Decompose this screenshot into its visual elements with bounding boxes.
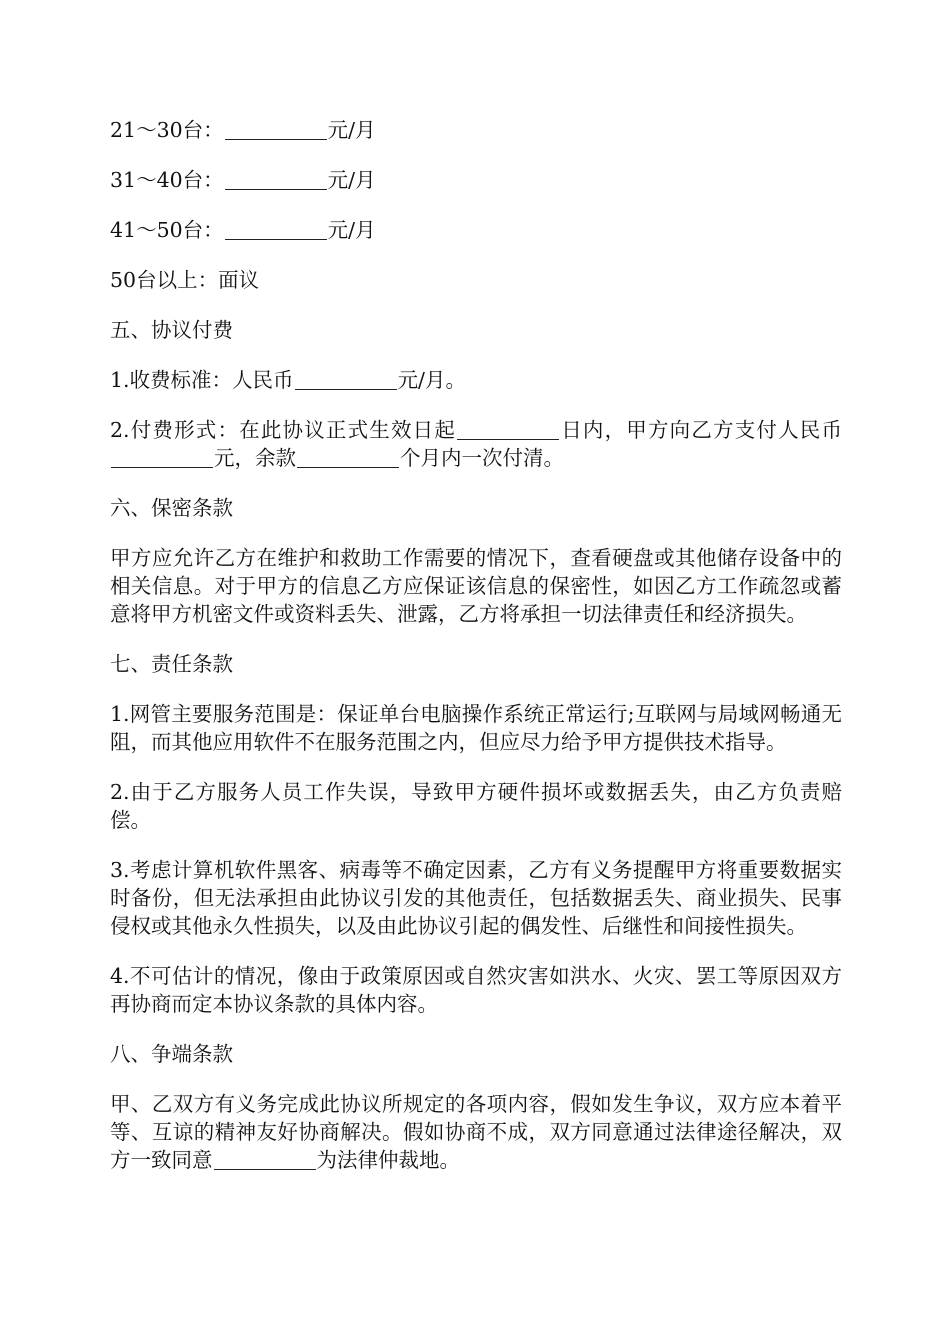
dispute-text-b: 为法律仲裁地。 bbox=[316, 1148, 460, 1172]
price-row-41-50 bbox=[110, 216, 842, 244]
price-row-unit: 元/月 bbox=[327, 118, 376, 142]
dispute-text-a: 甲、乙双方有义务完成此协议所规定的各项内容，假如发生争议，双方应本着平等、互谅的精神友好协商解决。假如协商不成，双方同意通过法律途径解决，双方一致同意 bbox=[110, 1092, 842, 1172]
section-5-heading: 五、协议付费 bbox=[110, 318, 233, 342]
liability-item-2: 2.由于乙方服务人员工作失误，导致甲方硬件损坏或数据丢失，由乙方负责赔偿。 bbox=[110, 780, 842, 832]
price-row-unit: 元/月 bbox=[327, 218, 376, 242]
fee-standard bbox=[110, 366, 842, 394]
payment-days-blank bbox=[457, 419, 559, 440]
section-7-heading: 七、责任条款 bbox=[110, 652, 233, 676]
payment-text-a: 2.付费形式：在此协议正式生效日起 bbox=[110, 418, 457, 442]
price-row-unit: 元/月 bbox=[327, 168, 376, 192]
price-row-21-30 bbox=[110, 116, 842, 144]
payment-text-d: 个月内一次付清。 bbox=[400, 446, 564, 470]
price-row-over-50: 50台以上：面议 bbox=[110, 268, 260, 292]
fee-standard-suffix: 元/月。 bbox=[397, 368, 466, 392]
section-6-heading: 六、保密条款 bbox=[110, 496, 233, 520]
document-body bbox=[110, 116, 842, 1196]
confidentiality-clause: 甲方应允许乙方在维护和救助工作需要的情况下，查看硬盘或其他储存设备中的相关信息。对于甲方的信息乙方应保证该信息的保密性，如因乙方工作疏忽或蓄意将甲方机密文件或资料丢失、泄露，乙方将承担一切法律责任和经济损失。 bbox=[110, 546, 842, 626]
section-8-heading: 八、争端条款 bbox=[110, 1042, 233, 1066]
liability-item-3: 3.考虑计算机软件黑客、病毒等不确定因素，乙方有义务提醒甲方将重要数据实时备份，但无法承担由此协议引发的其他责任，包括数据丢失、商业损失、民事侵权或其他永久性损失，以及由此协议引起的偶发性、后继性和间接性损失。 bbox=[110, 858, 842, 938]
payment-text-c: 元，余款 bbox=[214, 446, 296, 470]
price-row-label: 21～30台： bbox=[110, 118, 224, 142]
payment-form bbox=[110, 416, 842, 472]
liability-item-1: 1.网管主要服务范围是：保证单台电脑操作系统正常运行;互联网与局域网畅通无阻，而其他应用软件不在服务范围之内，但应尽力给予甲方提供技术指导。 bbox=[110, 702, 842, 754]
arbitration-place-blank bbox=[214, 1149, 316, 1170]
dispute-clause bbox=[110, 1090, 842, 1174]
price-row-label: 41～50台： bbox=[110, 218, 224, 242]
payment-text-b: 日内，甲方向乙方支付人民币 bbox=[560, 418, 842, 442]
price-blank bbox=[225, 119, 327, 140]
fee-blank bbox=[295, 369, 397, 390]
payment-amount-blank bbox=[111, 447, 213, 468]
payment-months-blank bbox=[297, 447, 399, 468]
price-blank bbox=[225, 169, 327, 190]
fee-standard-prefix: 1.收费标准：人民币 bbox=[110, 368, 294, 392]
price-row-label: 31～40台： bbox=[110, 168, 224, 192]
price-row-31-40 bbox=[110, 166, 842, 194]
price-blank bbox=[225, 219, 327, 240]
liability-item-4: 4.不可估计的情况，像由于政策原因或自然灾害如洪水、火灾、罢工等原因双方再协商而定本协议条款的具体内容。 bbox=[110, 964, 842, 1016]
